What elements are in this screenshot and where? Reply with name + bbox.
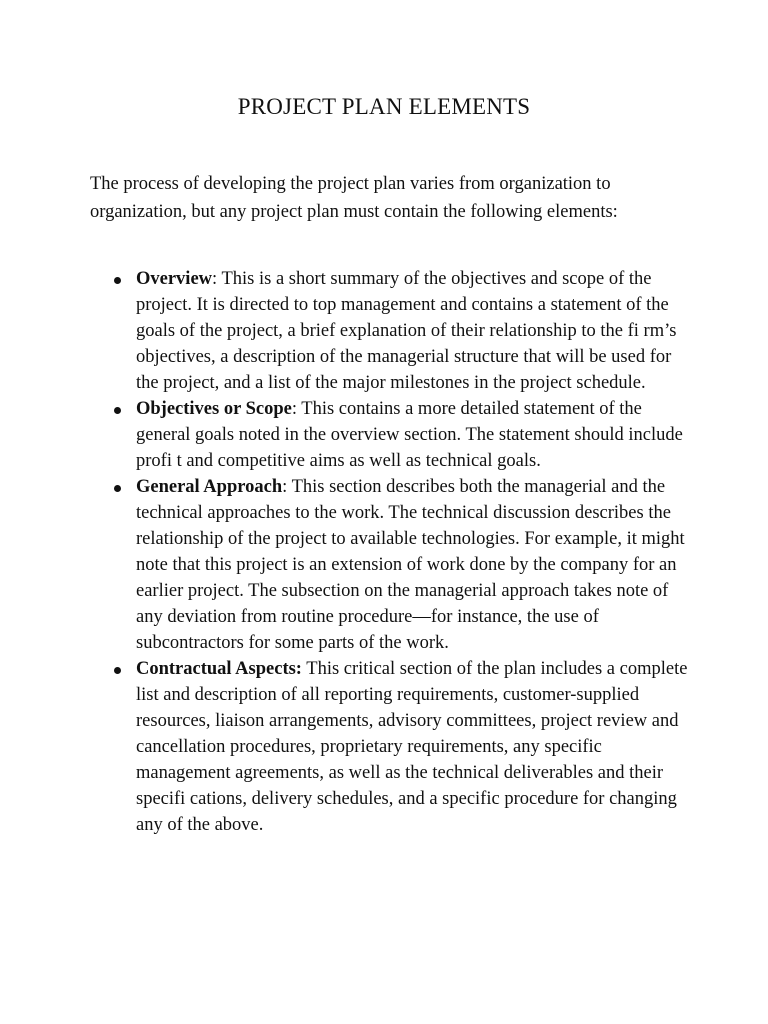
list-item-contractual-aspects xyxy=(136,656,696,838)
intro-paragraph: The process of developing the project plan varies from organization to organization, but any project plan must contain the following elements: xyxy=(90,174,618,222)
item-separator: : xyxy=(291,399,302,419)
list-item-overview xyxy=(136,266,696,396)
item-text: This is a short summary of the objectives and scope of the project. It is directed to top management and contains a statement of the goals of the project, a brief explanation of their relationship to the fi rm’s objectives, a description of the managerial structure that will be used for the project, and a list of the major milestones in the project schedule. xyxy=(136,269,677,393)
item-text: This critical section of the plan includes a complete list and description of all reporting requirements, customer-supplied resources, liaison arrangements, advisory committees, project review and cancellation procedures, proprietary requirements, any specific management agreements, as well as the technical deliverables and their specifi cations, delivery schedules, and a specific procedure for changing any of the above. xyxy=(136,659,688,835)
bullet-icon xyxy=(114,667,121,674)
page-title: PROJECT PLAN ELEMENTS xyxy=(237,94,531,119)
list-item-general-approach xyxy=(136,474,696,656)
elements-list xyxy=(136,266,696,838)
item-term: Overview xyxy=(136,269,213,289)
item-text: This contains a more detailed statement of the general goals noted in the overview section. The statement should include profi t and competitive aims as well as technical goals. xyxy=(136,399,683,471)
bullet-icon xyxy=(114,485,121,492)
item-term: General Approach xyxy=(136,477,283,497)
item-separator: : xyxy=(212,269,222,289)
item-separator: : xyxy=(282,477,292,497)
bullet-icon xyxy=(114,407,121,414)
item-term: Contractual Aspects: xyxy=(136,659,302,679)
item-text: This section describes both the managerial and the technical approaches to the work. The technical discussion describes the relationship of the project to available technologies. For example, it might note that this project is an extension of work done by the company for an earlier project. The subsection on the managerial approach takes note of any deviation from routine procedure—for instance, the use of subcontractors for some parts of the work. xyxy=(136,477,685,653)
item-term: Objectives or Scope xyxy=(136,399,292,419)
list-item-objectives xyxy=(136,396,696,474)
bullet-icon xyxy=(114,277,121,284)
